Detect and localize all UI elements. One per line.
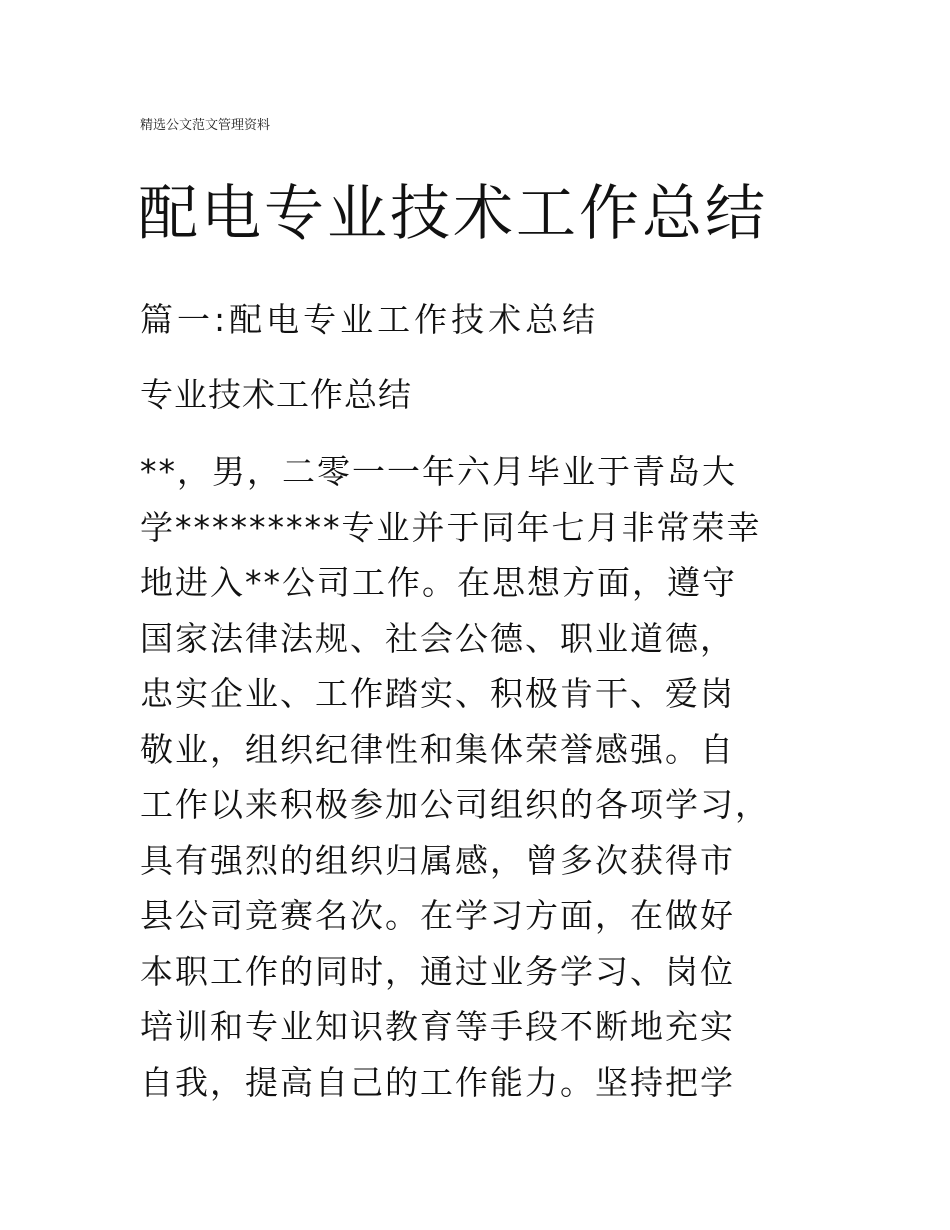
header-label: 精选公文范文管理资料 <box>140 118 271 133</box>
body-line: 地进入**公司工作。在思想方面，遵守 <box>140 563 737 602</box>
body-line: 国家法律法规、社会公德、职业道德， <box>140 618 735 658</box>
body-line: **，男，二零一一年六月毕业于青岛大 <box>140 452 737 491</box>
body-line: 培训和专业知识教育等手段不断地充实 <box>140 1007 735 1046</box>
body-line: 自我，提高自己的工作能力。坚持把学 <box>140 1062 735 1102</box>
section-heading: 专业技术工作总结 <box>140 375 412 414</box>
body-line: 忠实企业、工作踏实、积极肯干、爱岗 <box>140 674 735 713</box>
body-line: 本职工作的同时，通过业务学习、岗位 <box>140 951 735 991</box>
body-line: 工作以来积极参加公司组织的各项学习， <box>140 785 770 824</box>
body-paragraph <box>140 444 840 1110</box>
body-line: 具有强烈的组织归属感，曾多次获得市 <box>140 840 735 880</box>
body-line: 学*********专业并于同年七月非常荣幸 <box>140 507 762 547</box>
body-line: 敬业，组织纪律性和集体荣誉感强。自 <box>140 729 735 769</box>
sub-heading: 篇一:配电专业工作技术总结 <box>140 300 600 339</box>
document-title: 配电专业技术工作总结 <box>138 179 768 249</box>
body-line: 县公司竞赛名次。在学习方面，在做好 <box>140 896 735 935</box>
